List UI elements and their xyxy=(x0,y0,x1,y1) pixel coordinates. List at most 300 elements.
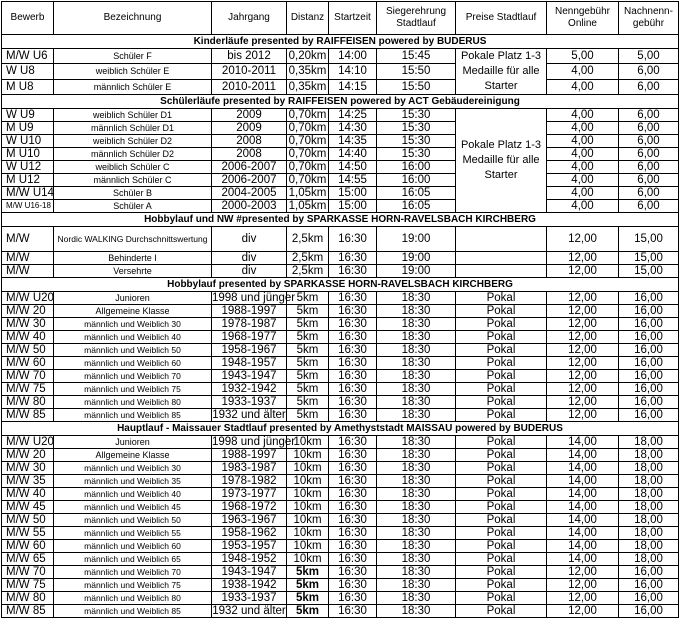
cell-siegerehrung: 18:30 xyxy=(377,331,456,344)
cell-bewerb: M/W 85 xyxy=(2,409,54,422)
cell-siegerehrung: 15:50 xyxy=(377,79,456,94)
cell-siegerehrung: 18:30 xyxy=(377,488,456,501)
cell-bezeichnung: männlich und Weiblich 50 xyxy=(54,514,212,527)
cell-nenngebuehr: 14,00 xyxy=(547,514,619,527)
cell-bezeichnung: Schüler B xyxy=(54,187,212,200)
cell-nenngebuehr: 12,00 xyxy=(547,396,619,409)
cell-nachnenngebuehr: 18,00 xyxy=(619,553,679,566)
cell-startzeit: 16:30 xyxy=(329,344,377,357)
cell-preise: Pokal xyxy=(456,409,547,422)
cell-preise: Pokal xyxy=(456,605,547,618)
cell-bezeichnung: männlich und Weiblich 50 xyxy=(54,344,212,357)
cell-distanz: 0,70km xyxy=(287,161,329,174)
cell-bewerb: M/W U20 xyxy=(2,436,54,449)
cell-siegerehrung: 15:30 xyxy=(377,148,456,161)
cell-nachnenngebuehr: 16,00 xyxy=(619,305,679,318)
cell-jahrgang: 2006-2007 xyxy=(212,174,287,187)
cell-bewerb: W U10 xyxy=(2,135,54,148)
cell-nachnenngebuehr: 18,00 xyxy=(619,514,679,527)
table-row xyxy=(2,122,679,135)
cell-siegerehrung: 19:00 xyxy=(377,227,456,252)
table-row xyxy=(2,553,679,566)
cell-jahrgang: 1943-1947 xyxy=(212,566,287,579)
cell-bezeichnung: Nordic WALKING Durchschnittswertung xyxy=(54,227,212,252)
cell-nenngebuehr: 12,00 xyxy=(547,227,619,252)
table-row xyxy=(2,174,679,187)
cell-bezeichnung: weiblich Schüler C xyxy=(54,161,212,174)
table-row xyxy=(2,540,679,553)
cell-jahrgang: 1933-1937 xyxy=(212,592,287,605)
cell-bezeichnung: männlich Schüler C xyxy=(54,174,212,187)
cell-startzeit: 16:30 xyxy=(329,553,377,566)
cell-bezeichnung: männlich und Weiblich 45 xyxy=(54,501,212,514)
cell-bewerb: M/W 40 xyxy=(2,331,54,344)
cell-bewerb: M/W 70 xyxy=(2,370,54,383)
cell-nenngebuehr: 4,00 xyxy=(547,64,619,79)
cell-startzeit: 16:30 xyxy=(329,579,377,592)
cell-nenngebuehr: 12,00 xyxy=(547,566,619,579)
cell-distanz: 2,5km xyxy=(287,252,329,265)
cell-nenngebuehr: 4,00 xyxy=(547,174,619,187)
cell-nenngebuehr: 12,00 xyxy=(547,292,619,305)
cell-nenngebuehr: 12,00 xyxy=(547,370,619,383)
cell-jahrgang: 1932-1942 xyxy=(212,383,287,396)
cell-distanz: 1,05km xyxy=(287,200,329,213)
cell-distanz: 5km xyxy=(287,344,329,357)
cell-startzeit: 16:30 xyxy=(329,501,377,514)
cell-bezeichnung: männlich Schüler D1 xyxy=(54,122,212,135)
section-header-row xyxy=(2,213,679,227)
cell-startzeit: 16:30 xyxy=(329,527,377,540)
cell-siegerehrung: 18:30 xyxy=(377,592,456,605)
table-row xyxy=(2,305,679,318)
cell-distanz: 10km xyxy=(287,553,329,566)
cell-jahrgang: 2008 xyxy=(212,135,287,148)
cell-preise xyxy=(456,265,547,278)
cell-bezeichnung: Junioren xyxy=(54,436,212,449)
cell-siegerehrung: 16:05 xyxy=(377,200,456,213)
cell-jahrgang: 1968-1977 xyxy=(212,331,287,344)
cell-preise: Pokal xyxy=(456,488,547,501)
cell-bezeichnung: Junioren xyxy=(54,292,212,305)
cell-distanz: 5km xyxy=(287,305,329,318)
cell-preise: Pokal xyxy=(456,527,547,540)
cell-startzeit: 16:30 xyxy=(329,449,377,462)
cell-jahrgang: 2009 xyxy=(212,109,287,122)
cell-siegerehrung: 18:30 xyxy=(377,383,456,396)
cell-siegerehrung: 15:30 xyxy=(377,122,456,135)
cell-nenngebuehr: 14,00 xyxy=(547,553,619,566)
cell-bewerb: M U10 xyxy=(2,148,54,161)
cell-bewerb: M/W 75 xyxy=(2,383,54,396)
cell-siegerehrung: 18:30 xyxy=(377,396,456,409)
cell-nachnenngebuehr: 6,00 xyxy=(619,79,679,94)
cell-nachnenngebuehr: 6,00 xyxy=(619,161,679,174)
cell-nachnenngebuehr: 16,00 xyxy=(619,592,679,605)
cell-nachnenngebuehr: 18,00 xyxy=(619,462,679,475)
cell-distanz: 5km xyxy=(287,579,329,592)
cell-preise: Pokal xyxy=(456,383,547,396)
table-row xyxy=(2,488,679,501)
cell-bezeichnung: Schüler F xyxy=(54,49,212,64)
cell-bezeichnung: männlich und Weiblich 80 xyxy=(54,396,212,409)
header-distanz: Distanz xyxy=(287,2,329,35)
cell-distanz: 0,70km xyxy=(287,135,329,148)
cell-bewerb: M/W U16-18 xyxy=(2,200,54,213)
table-row xyxy=(2,605,679,618)
cell-bewerb: M/W 60 xyxy=(2,357,54,370)
cell-bewerb: M/W 65 xyxy=(2,553,54,566)
cell-jahrgang: 2000-2003 xyxy=(212,200,287,213)
cell-nenngebuehr: 14,00 xyxy=(547,449,619,462)
cell-bezeichnung: männlich und Weiblich 35 xyxy=(54,475,212,488)
cell-startzeit: 16:30 xyxy=(329,331,377,344)
cell-jahrgang: 1973-1977 xyxy=(212,488,287,501)
cell-distanz: 10km xyxy=(287,436,329,449)
cell-nachnenngebuehr: 15,00 xyxy=(619,265,679,278)
cell-nachnenngebuehr: 16,00 xyxy=(619,409,679,422)
cell-startzeit: 14:55 xyxy=(329,174,377,187)
cell-jahrgang: 1968-1972 xyxy=(212,501,287,514)
header-row xyxy=(2,2,679,35)
table-row xyxy=(2,148,679,161)
cell-startzeit: 16:30 xyxy=(329,462,377,475)
header-nachnenngebuehr: Nachnenn-gebühr xyxy=(619,2,679,35)
cell-jahrgang: 2004-2005 xyxy=(212,187,287,200)
cell-jahrgang: 1932 und älter xyxy=(212,605,286,617)
cell-jahrgang: 2010-2011 xyxy=(212,64,287,79)
cell-siegerehrung: 15:45 xyxy=(377,49,456,64)
cell-distanz: 0,70km xyxy=(287,148,329,161)
cell-startzeit: 16:30 xyxy=(329,383,377,396)
table-row xyxy=(2,187,679,200)
cell-distanz: 5km xyxy=(287,331,329,344)
table-row xyxy=(2,527,679,540)
cell-jahrgang: 1948-1957 xyxy=(212,357,287,370)
cell-bewerb: M/W 80 xyxy=(2,592,54,605)
cell-startzeit: 16:30 xyxy=(329,566,377,579)
cell-siegerehrung: 16:00 xyxy=(377,161,456,174)
cell-startzeit: 16:30 xyxy=(329,488,377,501)
cell-distanz: 2,5km xyxy=(287,227,329,252)
cell-distanz: 10km xyxy=(287,501,329,514)
cell-jahrgang: 2006-2007 xyxy=(212,161,287,174)
cell-siegerehrung: 18:30 xyxy=(377,305,456,318)
cell-siegerehrung: 19:00 xyxy=(377,252,456,265)
cell-bewerb: M/W 70 xyxy=(2,566,54,579)
cell-siegerehrung: 18:30 xyxy=(377,436,456,449)
header-bezeichnung: Bezeichnung xyxy=(54,2,212,35)
table-row xyxy=(2,344,679,357)
table-row xyxy=(2,318,679,331)
cell-jahrgang: 1943-1947 xyxy=(212,370,287,383)
cell-jahrgang: 1948-1952 xyxy=(212,553,287,566)
cell-nenngebuehr: 12,00 xyxy=(547,579,619,592)
cell-nachnenngebuehr: 6,00 xyxy=(619,135,679,148)
cell-preise-merged: Pokale Platz 1-3 Medaille für alle Starter xyxy=(456,49,547,95)
cell-nachnenngebuehr: 18,00 xyxy=(619,540,679,553)
cell-nenngebuehr: 4,00 xyxy=(547,79,619,94)
cell-preise: Pokal xyxy=(456,501,547,514)
cell-nenngebuehr: 14,00 xyxy=(547,436,619,449)
table-row xyxy=(2,161,679,174)
cell-distanz: 10km xyxy=(287,514,329,527)
cell-siegerehrung: 18:30 xyxy=(377,514,456,527)
table-row xyxy=(2,566,679,579)
cell-bewerb: M/W 20 xyxy=(2,449,54,462)
cell-siegerehrung: 18:30 xyxy=(377,462,456,475)
cell-startzeit: 16:30 xyxy=(329,305,377,318)
cell-preise: Pokal xyxy=(456,305,547,318)
cell-nenngebuehr: 14,00 xyxy=(547,527,619,540)
cell-startzeit: 16:30 xyxy=(329,436,377,449)
cell-distanz: 5km xyxy=(287,592,329,605)
cell-bezeichnung: männlich Schüler D2 xyxy=(54,148,212,161)
cell-bezeichnung: männlich und Weiblich 60 xyxy=(54,357,212,370)
cell-siegerehrung: 16:00 xyxy=(377,174,456,187)
cell-siegerehrung: 18:30 xyxy=(377,475,456,488)
cell-nachnenngebuehr: 16,00 xyxy=(619,370,679,383)
cell-siegerehrung: 18:30 xyxy=(377,553,456,566)
cell-bezeichnung: Versehrte xyxy=(54,265,212,278)
cell-nachnenngebuehr: 16,00 xyxy=(619,396,679,409)
cell-bezeichnung: männlich und Weiblich 60 xyxy=(54,540,212,553)
cell-bewerb: M/W xyxy=(2,227,54,252)
cell-nachnenngebuehr: 16,00 xyxy=(619,292,679,305)
cell-preise: Pokal xyxy=(456,436,547,449)
cell-siegerehrung: 18:30 xyxy=(377,344,456,357)
cell-nachnenngebuehr: 6,00 xyxy=(619,122,679,135)
table-row xyxy=(2,396,679,409)
cell-distanz: 0,35km xyxy=(287,79,329,94)
cell-jahrgang: 1958-1967 xyxy=(212,344,287,357)
cell-bewerb: M U8 xyxy=(2,79,54,94)
cell-siegerehrung: 18:30 xyxy=(377,292,456,305)
cell-preise xyxy=(456,252,547,265)
cell-jahrgang: 1978-1987 xyxy=(212,318,287,331)
section-header-row xyxy=(2,95,679,109)
cell-jahrgang: 2008 xyxy=(212,148,287,161)
cell-startzeit: 14:40 xyxy=(329,148,377,161)
cell-bezeichnung: männlich und Weiblich 80 xyxy=(54,592,212,605)
table-row xyxy=(2,49,679,64)
cell-nenngebuehr: 4,00 xyxy=(547,200,619,213)
cell-preise: Pokal xyxy=(456,514,547,527)
cell-siegerehrung: 19:00 xyxy=(377,265,456,278)
cell-bezeichnung: männlich und Weiblich 75 xyxy=(54,579,212,592)
cell-bewerb: M/W 45 xyxy=(2,501,54,514)
table-row xyxy=(2,109,679,122)
cell-distanz: 5km xyxy=(287,409,329,422)
cell-preise: Pokal xyxy=(456,449,547,462)
table-row xyxy=(2,64,679,79)
cell-startzeit: 14:10 xyxy=(329,64,377,79)
cell-siegerehrung: 18:30 xyxy=(377,449,456,462)
cell-preise: Pokal xyxy=(456,344,547,357)
cell-jahrgang: 1988-1997 xyxy=(212,305,287,318)
cell-jahrgang: bis 2012 xyxy=(212,49,287,64)
cell-distanz: 0,70km xyxy=(287,174,329,187)
header-startzeit: Startzeit xyxy=(329,2,377,35)
table-row xyxy=(2,436,679,449)
cell-bewerb: M/W U14 xyxy=(2,187,54,200)
section-title: Hobbylauf presented by SPARKASSE HORN-RAVELSBACH KIRCHBERG xyxy=(2,278,679,292)
cell-startzeit: 14:35 xyxy=(329,135,377,148)
cell-nachnenngebuehr: 16,00 xyxy=(619,566,679,579)
cell-nachnenngebuehr: 6,00 xyxy=(619,174,679,187)
cell-distanz: 10km xyxy=(287,540,329,553)
cell-distanz: 0,20km xyxy=(287,49,329,64)
cell-distanz: 10km xyxy=(287,527,329,540)
cell-bezeichnung: weiblich Schüler D1 xyxy=(54,109,212,122)
cell-nenngebuehr: 12,00 xyxy=(547,383,619,396)
cell-startzeit: 14:30 xyxy=(329,122,377,135)
table-row xyxy=(2,462,679,475)
cell-distanz: 5km xyxy=(287,396,329,409)
cell-nenngebuehr: 14,00 xyxy=(547,462,619,475)
cell-nenngebuehr: 14,00 xyxy=(547,475,619,488)
section-header-row xyxy=(2,422,679,436)
section-title: Hobbylauf und NW #presented by SPARKASSE HORN-RAVELSBACH KIRCHBERG xyxy=(2,213,679,227)
cell-nachnenngebuehr: 5,00 xyxy=(619,49,679,64)
cell-jahrgang: 1988-1997 xyxy=(212,449,287,462)
cell-jahrgang: 1998 und jünger xyxy=(212,436,296,448)
cell-bewerb: M/W 50 xyxy=(2,344,54,357)
table-row xyxy=(2,579,679,592)
cell-startzeit: 16:30 xyxy=(329,396,377,409)
cell-startzeit: 16:30 xyxy=(329,292,377,305)
table-row xyxy=(2,514,679,527)
cell-preise: Pokal xyxy=(456,396,547,409)
cell-nachnenngebuehr: 6,00 xyxy=(619,187,679,200)
header-preise: Preise Stadtlauf xyxy=(456,2,547,35)
cell-nenngebuehr: 14,00 xyxy=(547,540,619,553)
cell-startzeit: 16:30 xyxy=(329,227,377,252)
cell-nachnenngebuehr: 16,00 xyxy=(619,344,679,357)
table-row xyxy=(2,135,679,148)
cell-siegerehrung: 18:30 xyxy=(377,318,456,331)
cell-startzeit: 16:30 xyxy=(329,592,377,605)
cell-nachnenngebuehr: 16,00 xyxy=(619,605,679,618)
section-header-row xyxy=(2,278,679,292)
cell-startzeit: 15:00 xyxy=(329,200,377,213)
cell-jahrgang: 1983-1987 xyxy=(212,462,287,475)
section-header-row xyxy=(2,35,679,49)
cell-nachnenngebuehr: 16,00 xyxy=(619,318,679,331)
cell-nachnenngebuehr: 15,00 xyxy=(619,227,679,252)
cell-preise: Pokal xyxy=(456,318,547,331)
cell-bezeichnung: männlich und Weiblich 40 xyxy=(54,488,212,501)
table-row xyxy=(2,409,679,422)
table-row xyxy=(2,292,679,305)
cell-distanz: 5km xyxy=(287,318,329,331)
cell-distanz: 5km xyxy=(287,383,329,396)
table-header xyxy=(2,2,679,35)
cell-bewerb: W U12 xyxy=(2,161,54,174)
table-row xyxy=(2,200,679,213)
cell-bewerb: M/W 40 xyxy=(2,488,54,501)
cell-nachnenngebuehr: 16,00 xyxy=(619,579,679,592)
cell-preise: Pokal xyxy=(456,462,547,475)
cell-distanz: 10km xyxy=(287,488,329,501)
cell-nenngebuehr: 12,00 xyxy=(547,265,619,278)
cell-distanz: 10km xyxy=(287,462,329,475)
cell-bewerb: M/W 30 xyxy=(2,318,54,331)
cell-siegerehrung: 18:30 xyxy=(377,501,456,514)
cell-bezeichnung: männlich und Weiblich 75 xyxy=(54,383,212,396)
table-row xyxy=(2,383,679,396)
cell-bewerb: M/W U6 xyxy=(2,49,54,64)
cell-nachnenngebuehr: 18,00 xyxy=(619,501,679,514)
cell-siegerehrung: 18:30 xyxy=(377,540,456,553)
cell-startzeit: 16:30 xyxy=(329,514,377,527)
cell-distanz: 5km xyxy=(287,605,329,618)
cell-nachnenngebuehr: 15,00 xyxy=(619,252,679,265)
cell-jahrgang: 1958-1962 xyxy=(212,527,287,540)
cell-distanz: 5km xyxy=(287,357,329,370)
cell-jahrgang: div xyxy=(212,227,287,252)
cell-distanz: 5km xyxy=(287,292,329,305)
table-row xyxy=(2,227,679,252)
cell-bezeichnung: männlich und Weiblich 85 xyxy=(54,605,212,618)
table-body xyxy=(2,35,679,618)
cell-preise: Pokal xyxy=(456,566,547,579)
cell-startzeit: 16:30 xyxy=(329,605,377,618)
cell-jahrgang: 1932 und älter xyxy=(212,409,286,421)
cell-bezeichnung: männlich und Weiblich 65 xyxy=(54,553,212,566)
cell-nenngebuehr: 4,00 xyxy=(547,161,619,174)
cell-nachnenngebuehr: 18,00 xyxy=(619,436,679,449)
cell-bezeichnung: männlich und Weiblich 30 xyxy=(54,462,212,475)
cell-nenngebuehr: 12,00 xyxy=(547,252,619,265)
header-nenngebuehr: Nenngebühr Online xyxy=(547,2,619,35)
cell-nenngebuehr: 12,00 xyxy=(547,344,619,357)
table-row xyxy=(2,501,679,514)
cell-distanz: 0,35km xyxy=(287,64,329,79)
table-row xyxy=(2,331,679,344)
cell-siegerehrung: 15:30 xyxy=(377,135,456,148)
cell-bewerb: M/W xyxy=(2,252,54,265)
cell-bewerb: M/W 30 xyxy=(2,462,54,475)
cell-nenngebuehr: 4,00 xyxy=(547,109,619,122)
cell-nachnenngebuehr: 16,00 xyxy=(619,383,679,396)
cell-startzeit: 14:15 xyxy=(329,79,377,94)
cell-startzeit: 16:30 xyxy=(329,252,377,265)
schedule-table xyxy=(1,1,679,618)
cell-bewerb: M/W 85 xyxy=(2,605,54,618)
cell-distanz: 2,5km xyxy=(287,265,329,278)
cell-distanz: 0,70km xyxy=(287,122,329,135)
cell-jahrgang: 1938-1942 xyxy=(212,579,287,592)
cell-startzeit: 16:30 xyxy=(329,409,377,422)
cell-distanz: 0,70km xyxy=(287,109,329,122)
cell-startzeit: 14:50 xyxy=(329,161,377,174)
section-title: Schülerläufe presented by RAIFFEISEN powered by ACT Gebäudereinigung xyxy=(2,95,679,109)
cell-bezeichnung: Allgemeine Klasse xyxy=(54,449,212,462)
cell-jahrgang: 1978-1982 xyxy=(212,475,287,488)
header-jahrgang: Jahrgang xyxy=(212,2,287,35)
cell-bezeichnung: männlich und Weiblich 40 xyxy=(54,331,212,344)
cell-startzeit: 16:30 xyxy=(329,318,377,331)
cell-startzeit: 16:30 xyxy=(329,540,377,553)
cell-nachnenngebuehr: 16,00 xyxy=(619,331,679,344)
cell-distanz: 1,05km xyxy=(287,187,329,200)
cell-nachnenngebuehr: 6,00 xyxy=(619,148,679,161)
cell-nachnenngebuehr: 18,00 xyxy=(619,449,679,462)
cell-bewerb: M/W 55 xyxy=(2,527,54,540)
cell-jahrgang: 1953-1957 xyxy=(212,540,287,553)
cell-siegerehrung: 18:30 xyxy=(377,357,456,370)
